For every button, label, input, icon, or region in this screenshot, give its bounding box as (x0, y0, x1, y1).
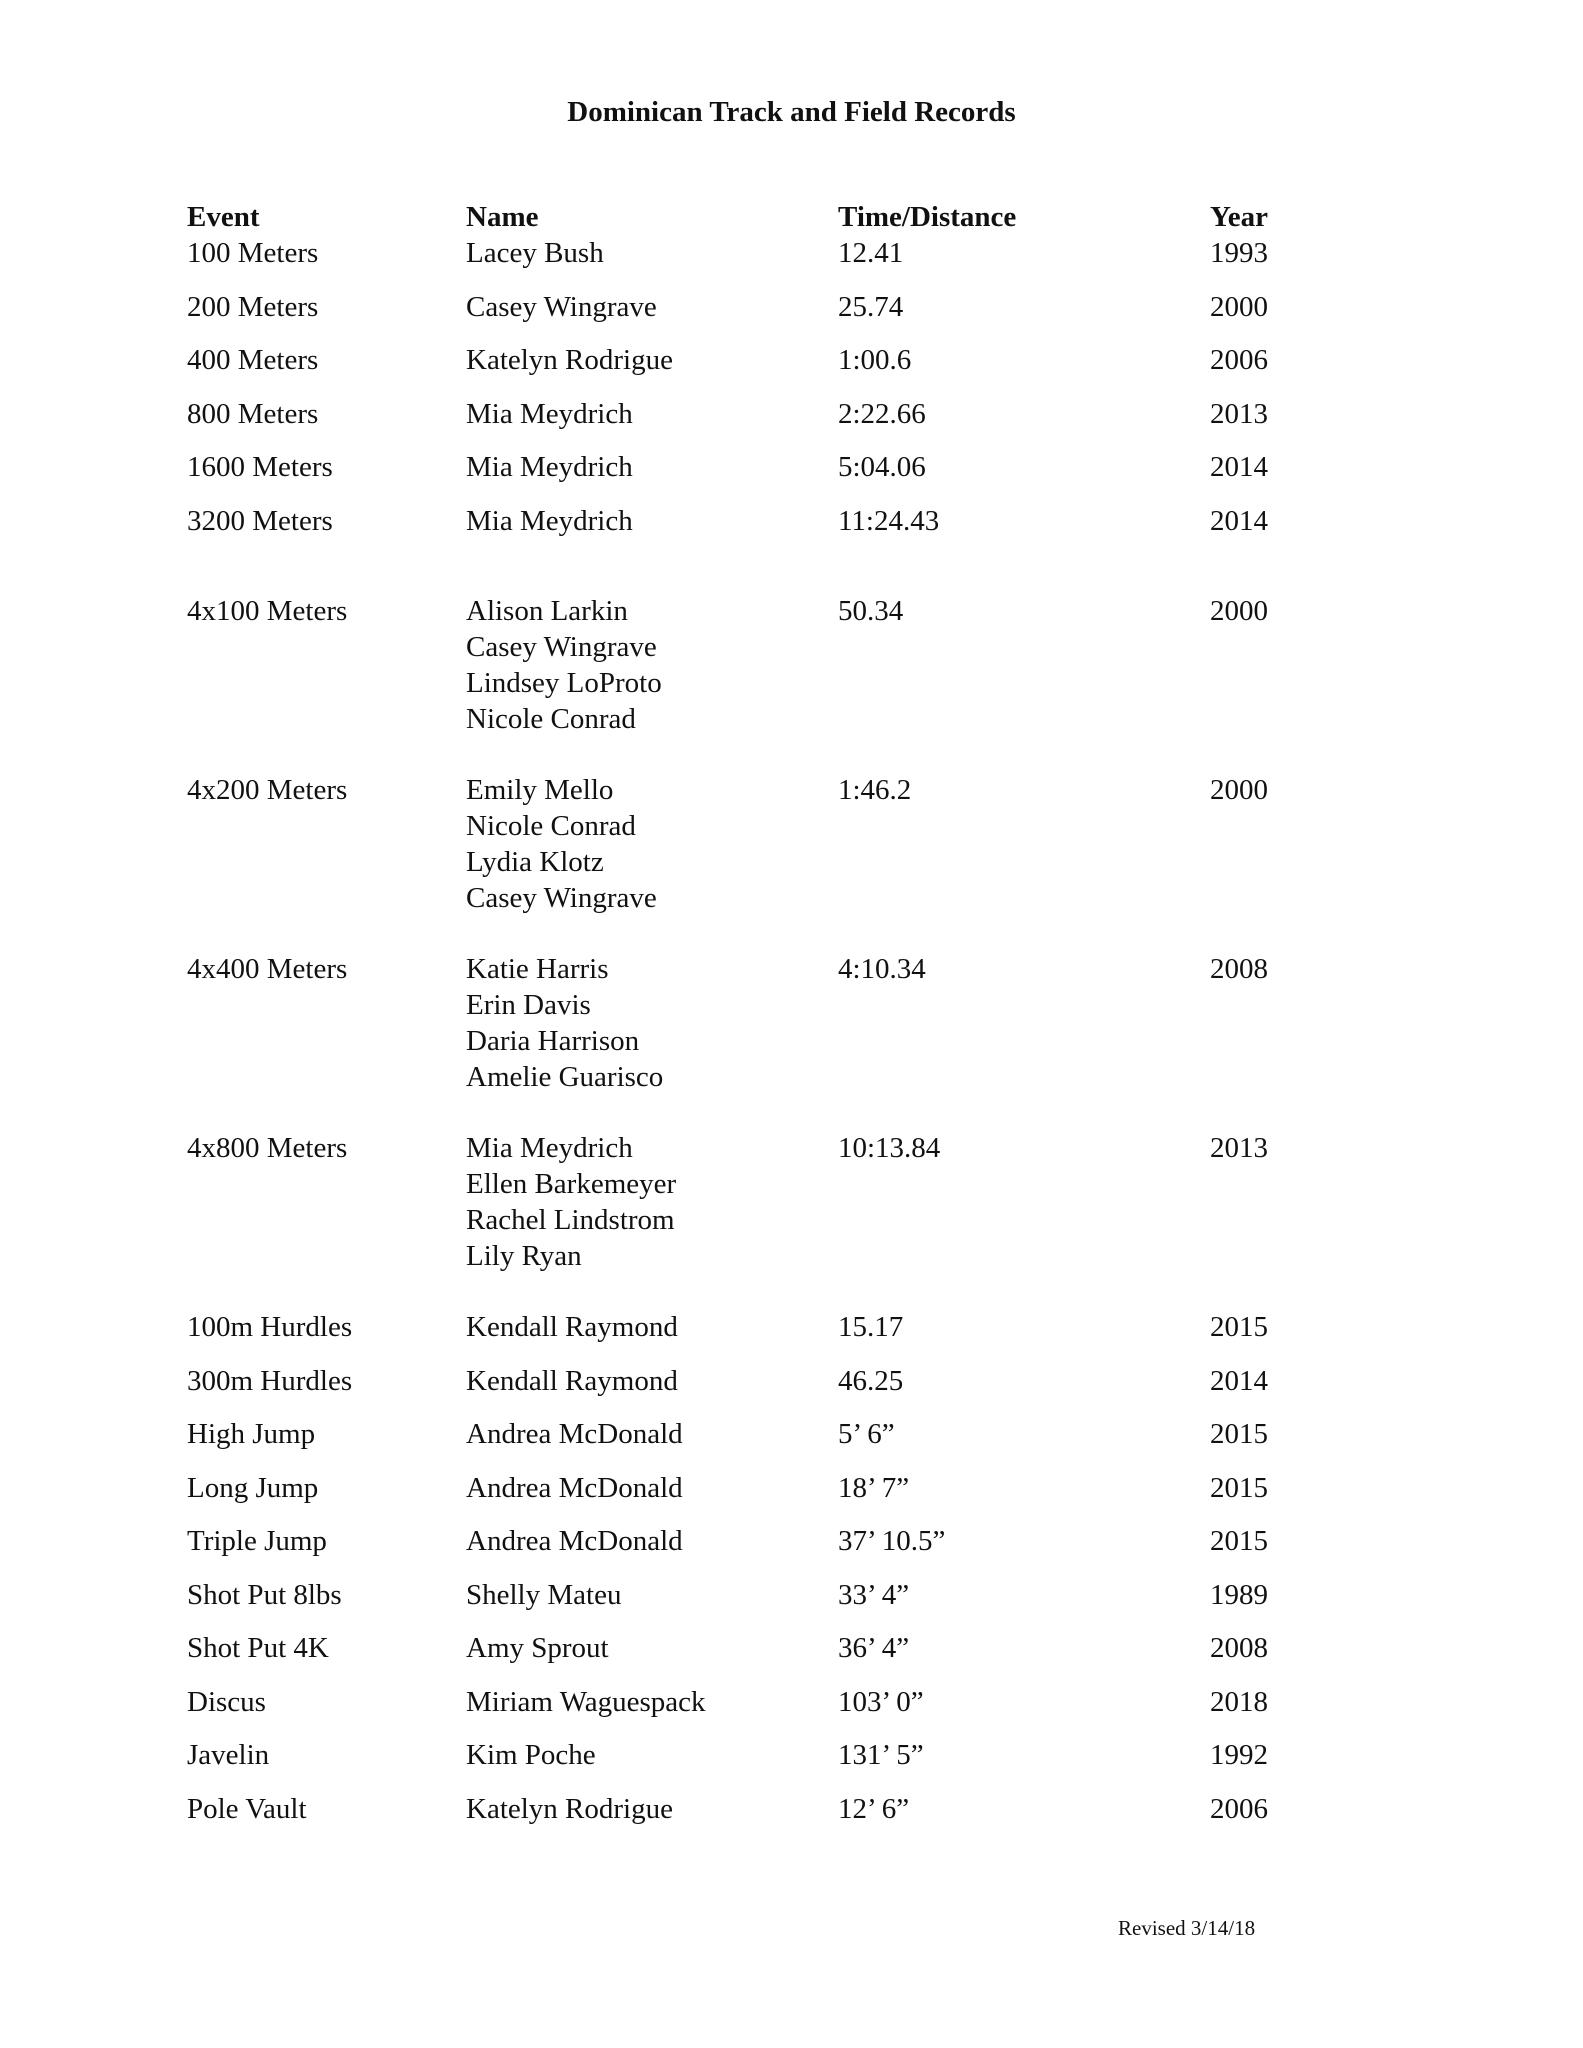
record-time-distance: 103’ 0” (838, 1686, 924, 1718)
record-event: Shot Put 8lbs (187, 1579, 342, 1611)
record-name: Casey Wingrave (466, 631, 657, 663)
record-event: 4x200 Meters (187, 774, 348, 806)
header-time-distance: Time/Distance (838, 201, 1017, 233)
record-name: Casey Wingrave (466, 291, 657, 323)
record-event: Javelin (187, 1739, 270, 1771)
record-year: 2008 (1210, 953, 1268, 985)
record-year: 2015 (1210, 1472, 1268, 1504)
record-event: Long Jump (187, 1472, 319, 1504)
record-name: Andrea McDonald (466, 1418, 683, 1450)
record-event: 400 Meters (187, 344, 319, 376)
record-name: Mia Meydrich (466, 398, 633, 430)
record-year: 2018 (1210, 1686, 1268, 1718)
record-year: 2000 (1210, 595, 1268, 627)
record-name-cell (466, 1363, 678, 1399)
page-title: Dominican Track and Field Records (567, 96, 1016, 128)
record-name: Mia Meydrich (466, 451, 633, 483)
record-name: Rachel Lindstrom (466, 1204, 675, 1236)
record-name-cell (466, 1684, 706, 1720)
record-time-distance: 10:13.84 (838, 1132, 941, 1164)
record-time-distance: 5’ 6” (838, 1418, 895, 1450)
record-name-cell (466, 1577, 621, 1613)
record-name: Shelly Mateu (466, 1579, 622, 1611)
record-event: 4x800 Meters (187, 1132, 348, 1164)
record-time-distance: 11:24.43 (838, 505, 940, 537)
record-event: Pole Vault (187, 1793, 307, 1825)
record-time-distance: 46.25 (838, 1365, 904, 1397)
record-time-distance: 37’ 10.5” (838, 1525, 946, 1557)
record-event: 100m Hurdles (187, 1311, 353, 1343)
record-event: 200 Meters (187, 291, 319, 323)
record-name-cell (466, 1523, 683, 1559)
header-year: Year (1210, 201, 1268, 233)
header-name: Name (466, 201, 539, 233)
record-name: Katie Harris (466, 953, 609, 985)
record-year: 1993 (1210, 237, 1268, 269)
record-time-distance: 1:00.6 (838, 344, 912, 376)
record-name: Erin Davis (466, 989, 591, 1021)
record-name-cell (466, 1791, 673, 1827)
record-name: Daria Harrison (466, 1025, 640, 1057)
record-name: Alison Larkin (466, 595, 628, 627)
record-name: Mia Meydrich (466, 1132, 633, 1164)
record-name-cell (466, 289, 657, 325)
record-time-distance: 15.17 (838, 1311, 904, 1343)
record-name: Andrea McDonald (466, 1525, 683, 1557)
record-event: High Jump (187, 1418, 316, 1450)
record-name-cell (466, 342, 673, 378)
record-name-cell (466, 1309, 678, 1345)
record-name: Lindsey LoProto (466, 667, 662, 699)
record-relay-names (466, 951, 663, 1095)
record-year: 2014 (1210, 505, 1268, 537)
record-name: Kendall Raymond (466, 1311, 678, 1343)
header-event: Event (187, 201, 260, 233)
record-name: Andrea McDonald (466, 1472, 683, 1504)
record-year: 2000 (1210, 291, 1268, 323)
record-name: Amelie Guarisco (466, 1061, 664, 1093)
record-year: 2015 (1210, 1311, 1268, 1343)
record-time-distance: 50.34 (838, 595, 904, 627)
record-name: Katelyn Rodrigue (466, 344, 673, 376)
record-time-distance: 131’ 5” (838, 1739, 924, 1771)
record-year: 2006 (1210, 344, 1268, 376)
record-year: 2013 (1210, 398, 1268, 430)
record-time-distance: 33’ 4” (838, 1579, 910, 1611)
record-name-cell (466, 503, 633, 539)
record-year: 2014 (1210, 1365, 1268, 1397)
record-name-cell (466, 1416, 683, 1452)
record-event: 4x400 Meters (187, 953, 348, 985)
record-time-distance: 12.41 (838, 237, 904, 269)
record-name: Lydia Klotz (466, 846, 604, 878)
revised-date: Revised 3/14/18 (1118, 1916, 1256, 1940)
record-name: Casey Wingrave (466, 882, 657, 914)
record-name-cell (466, 1630, 609, 1666)
record-name: Kim Poche (466, 1739, 596, 1771)
record-event: 3200 Meters (187, 505, 333, 537)
record-relay-names (466, 593, 662, 737)
record-name: Miriam Waguespack (466, 1686, 706, 1718)
record-time-distance: 4:10.34 (838, 953, 926, 985)
record-year: 2015 (1210, 1525, 1268, 1557)
record-event: 300m Hurdles (187, 1365, 353, 1397)
record-time-distance: 5:04.06 (838, 451, 926, 483)
record-name: Lily Ryan (466, 1240, 582, 1272)
record-name: Kendall Raymond (466, 1365, 678, 1397)
record-name: Mia Meydrich (466, 505, 633, 537)
record-time-distance: 18’ 7” (838, 1472, 910, 1504)
record-event: 100 Meters (187, 237, 319, 269)
record-year: 2006 (1210, 1793, 1268, 1825)
record-relay-names (466, 1130, 676, 1274)
record-name: Amy Sprout (466, 1632, 609, 1664)
record-event: Shot Put 4K (187, 1632, 329, 1664)
record-name: Nicole Conrad (466, 703, 636, 735)
record-year: 2015 (1210, 1418, 1268, 1450)
record-year: 2000 (1210, 774, 1268, 806)
record-name: Emily Mello (466, 774, 614, 806)
record-event: 4x100 Meters (187, 595, 348, 627)
record-name: Ellen Barkemeyer (466, 1168, 677, 1200)
record-name-cell (466, 449, 633, 485)
record-year: 1992 (1210, 1739, 1268, 1771)
record-event: 800 Meters (187, 398, 319, 430)
record-year: 2013 (1210, 1132, 1268, 1164)
record-relay-names (466, 772, 657, 916)
record-event: Discus (187, 1686, 266, 1718)
record-time-distance: 2:22.66 (838, 398, 926, 430)
record-time-distance: 12’ 6” (838, 1793, 910, 1825)
record-name-cell (466, 1470, 683, 1506)
record-event: 1600 Meters (187, 451, 333, 483)
record-event: Triple Jump (187, 1525, 327, 1557)
record-name-cell (466, 1737, 596, 1773)
record-name: Katelyn Rodrigue (466, 1793, 673, 1825)
record-time-distance: 36’ 4” (838, 1632, 910, 1664)
record-time-distance: 1:46.2 (838, 774, 912, 806)
record-name: Lacey Bush (466, 237, 604, 269)
record-name-cell (466, 235, 604, 271)
record-time-distance: 25.74 (838, 291, 904, 323)
record-name: Nicole Conrad (466, 810, 636, 842)
record-year: 1989 (1210, 1579, 1268, 1611)
record-year: 2008 (1210, 1632, 1268, 1664)
record-year: 2014 (1210, 451, 1268, 483)
record-name-cell (466, 396, 633, 432)
